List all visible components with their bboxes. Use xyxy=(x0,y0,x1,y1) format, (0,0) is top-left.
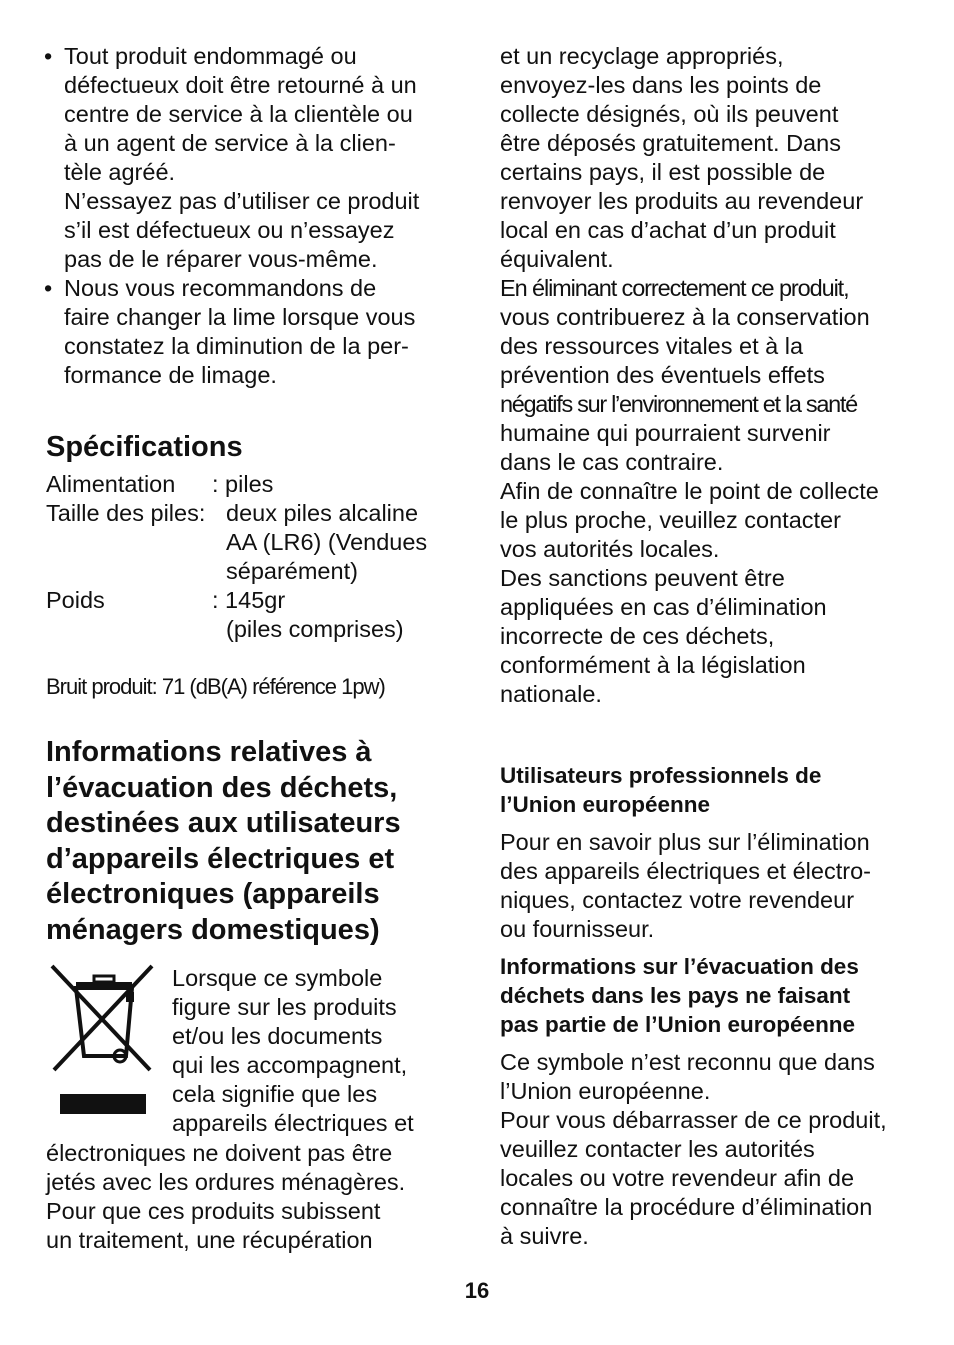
text-line: le plus proche, veuillez contacter xyxy=(500,507,841,533)
heading-line: électroniques (appareils xyxy=(46,878,380,910)
heading-line: l’Union européenne xyxy=(500,792,711,817)
sanctions-paragraph xyxy=(500,564,920,709)
text-line: N’essayez pas d’utiliser ce produit xyxy=(64,188,420,214)
heading-line: Utilisateurs professionnels de xyxy=(500,763,822,788)
spec-label: Alimentation xyxy=(46,471,176,497)
text-line: constatez la diminution de la per- xyxy=(64,333,409,359)
spec-value: (piles comprises) xyxy=(226,616,404,642)
bullet-damaged-product xyxy=(46,42,456,274)
noise-level-text: Bruit produit: 71 (dB(A) référence 1pw) xyxy=(46,674,385,699)
text-line: certains pays, il est possible de xyxy=(500,159,826,185)
text-line: collecte désignés, où ils peuvent xyxy=(500,101,839,127)
text-line: être déposés gratuitement. Dans xyxy=(500,130,841,156)
disposal-paragraph-continued xyxy=(46,1139,456,1255)
crossed-out-wheelie-bin-icon xyxy=(46,964,158,1120)
non-eu-heading xyxy=(500,952,920,1039)
non-eu-text xyxy=(500,1048,920,1251)
spec-value: : 145gr xyxy=(212,587,286,613)
text-line: appliquées en cas d’élimination xyxy=(500,594,827,620)
text-line: un traitement, une récupération xyxy=(46,1227,373,1253)
text-line: Afin de connaître le point de collecte xyxy=(500,478,879,504)
text-line: tèle agréé. xyxy=(64,159,176,185)
recycling-paragraph xyxy=(500,42,920,274)
text-line: Tout produit endommagé ou xyxy=(64,43,357,69)
spec-row-battery-size xyxy=(46,499,456,528)
right-column xyxy=(500,42,920,1251)
professional-users-text xyxy=(500,828,920,944)
text-line: niques, contactez votre revendeur xyxy=(500,887,855,913)
weee-symbol-block xyxy=(46,964,456,1139)
text-line: nationale. xyxy=(500,681,602,707)
text-line: Nous vous recommandons de xyxy=(64,275,377,301)
professional-users-heading xyxy=(500,761,920,819)
text-line: s’il est défectueux ou n’essayez xyxy=(64,217,395,243)
text-line: Pour vous débarrasser de ce produit, xyxy=(500,1107,887,1133)
text-line: veuillez contacter les autorités xyxy=(500,1136,815,1162)
text-line: dans le cas contraire. xyxy=(500,449,724,475)
collection-point-paragraph xyxy=(500,477,920,564)
text-line: conformément à la législation xyxy=(500,652,806,678)
text-line: figure sur les produits xyxy=(172,994,397,1020)
page-number: 16 xyxy=(464,1278,490,1303)
text-line: humaine qui pourraient survenir xyxy=(500,420,831,446)
text-line: jetés avec les ordures ménagères. xyxy=(46,1169,406,1195)
text-line: envoyez-les dans les points de xyxy=(500,72,822,98)
text-line: Des sanctions peuvent être xyxy=(500,565,785,591)
conservation-paragraph xyxy=(500,274,920,477)
text-line: Ce symbole n’est reconnu que dans xyxy=(500,1049,875,1075)
text-line: équivalent. xyxy=(500,246,614,272)
spec-value: séparément) xyxy=(226,558,358,584)
heading-line: Informations relatives à xyxy=(46,736,372,768)
text-line: des appareils électriques et électro- xyxy=(500,858,871,884)
spec-row-power xyxy=(46,470,456,499)
spec-value: : piles xyxy=(212,471,274,497)
spec-value: AA (LR6) (Vendues xyxy=(226,529,428,555)
spec-label: Taille des piles: xyxy=(46,500,206,526)
text-line: cela signifie que les xyxy=(172,1081,378,1107)
spec-row-battery-size-cont xyxy=(46,528,456,557)
text-line: Pour en savoir plus sur l’élimination xyxy=(500,829,870,855)
bullet-marker: • xyxy=(44,43,53,69)
spec-value: deux piles alcaline xyxy=(226,500,419,526)
spec-row-battery-size-cont xyxy=(46,557,456,586)
text-line: qui les accompagnent, xyxy=(172,1052,408,1078)
text-line: locales ou votre revendeur afin de xyxy=(500,1165,855,1191)
text-line: centre de service à la clientèle ou xyxy=(64,101,413,127)
heading-line: l’évacuation des déchets, xyxy=(46,771,398,804)
heading-line: déchets dans les pays ne faisant xyxy=(500,983,851,1008)
text-line: prévention des éventuels effets xyxy=(500,362,825,388)
heading-line: ménagers domestiques) xyxy=(46,913,380,946)
text-line: négatifs sur l’environnement et la santé xyxy=(500,391,857,417)
text-line: renvoyer les produits au revendeur xyxy=(500,188,864,214)
text-line: Pour que ces produits subissent xyxy=(46,1198,381,1224)
text-line: connaître la procédure d’élimination xyxy=(500,1194,873,1220)
text-line: et un recyclage appropriés, xyxy=(500,43,784,69)
text-line: pas de le réparer vous-même. xyxy=(64,246,378,272)
text-line: défectueux doit être retourné à un xyxy=(64,72,417,98)
text-line: En éliminant correctement ce produit, xyxy=(500,275,849,301)
text-line: formance de limage. xyxy=(64,362,277,388)
weee-symbol-description xyxy=(172,964,456,1138)
text-line: faire changer la lime lorsque vous xyxy=(64,304,416,330)
heading-line: destinées aux utilisateurs xyxy=(46,807,401,839)
specifications-table xyxy=(46,470,456,644)
text-line: Lorsque ce symbole xyxy=(172,965,383,991)
text-line: des ressources vitales et à la xyxy=(500,333,804,359)
text-line: électroniques ne doivent pas être xyxy=(46,1140,393,1166)
text-line: l’Union européenne. xyxy=(500,1078,711,1104)
text-line: vous contribuerez à la conservation xyxy=(500,304,870,330)
heading-line: d’appareils électriques et xyxy=(46,842,395,875)
text-line: appareils électriques et xyxy=(172,1110,414,1136)
specifications-heading: Spécifications xyxy=(46,431,243,463)
text-line: et/ou les documents xyxy=(172,1023,383,1049)
text-line: local en cas d’achat d’un produit xyxy=(500,217,836,243)
spec-label: Poids xyxy=(46,587,105,613)
text-line: incorrecte de ces déchets, xyxy=(500,623,775,649)
heading-line: Informations sur l’évacuation des xyxy=(500,954,859,979)
heading-line: pas partie de l’Union européenne xyxy=(500,1012,856,1037)
bullet-file-replacement xyxy=(46,274,456,390)
left-column xyxy=(46,42,456,1255)
text-line: ou fournisseur. xyxy=(500,916,655,942)
spec-row-weight xyxy=(46,586,456,615)
disposal-heading xyxy=(46,735,456,948)
text-line: vos autorités locales. xyxy=(500,536,720,562)
spec-row-weight-cont xyxy=(46,615,456,644)
bullet-marker: • xyxy=(44,275,53,301)
text-line: à un agent de service à la clien- xyxy=(64,130,396,156)
text-line: à suivre. xyxy=(500,1223,589,1249)
